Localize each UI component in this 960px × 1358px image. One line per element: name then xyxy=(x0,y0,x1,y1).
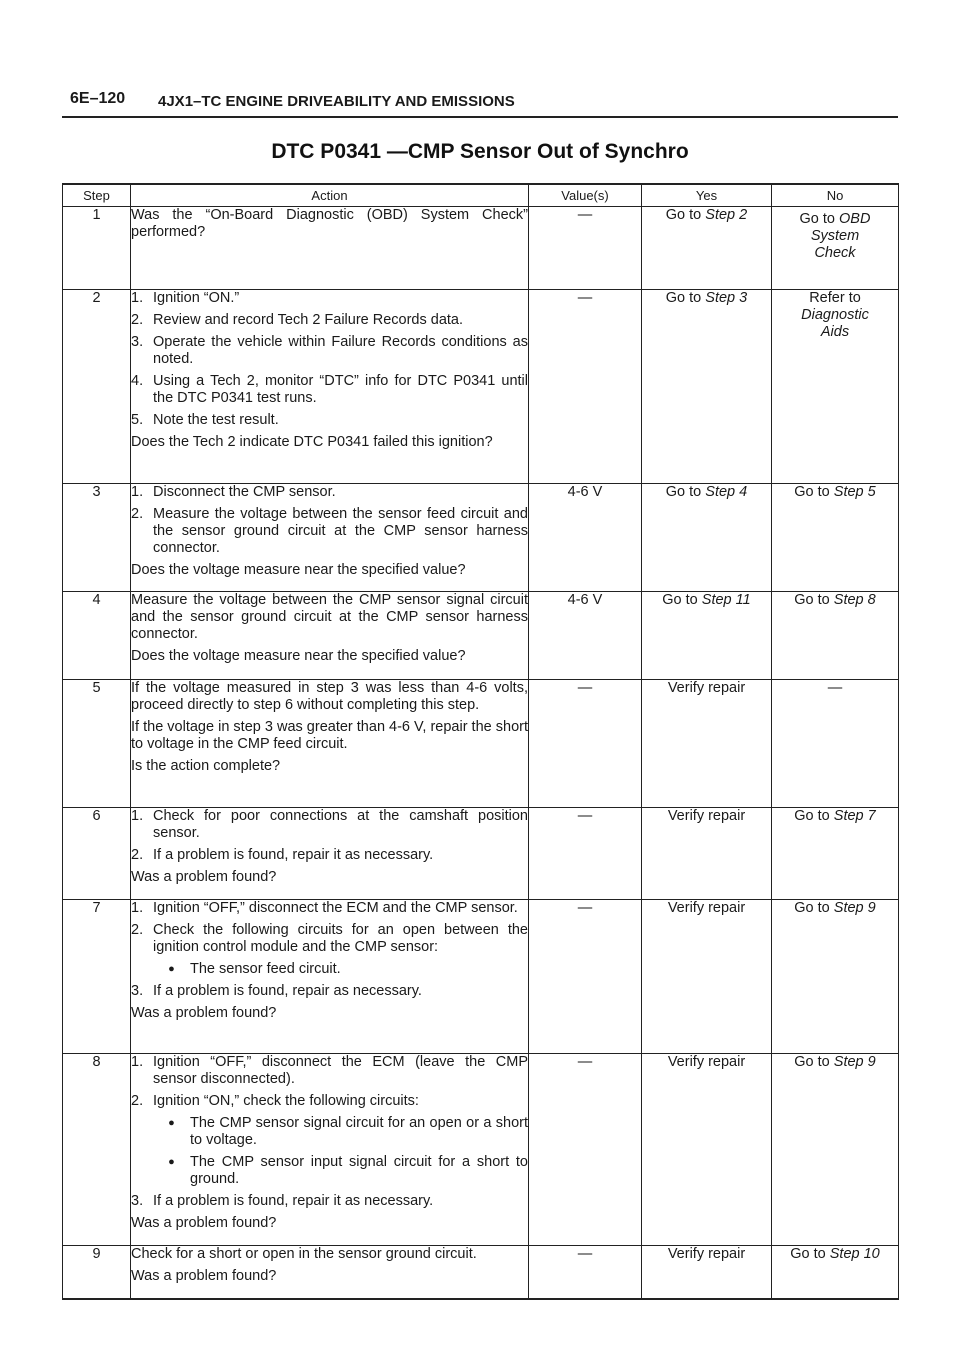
action-text: Check for a short or open in the sensor ground circuit. xyxy=(131,1245,477,1262)
yes-target: Step 11 xyxy=(701,591,751,608)
no-target: Step 10 xyxy=(829,1245,880,1262)
no-cell xyxy=(772,591,899,679)
no-cell xyxy=(772,206,899,289)
action-text: Measure the voltage between the CMP sensor signal circuit and the sensor ground circuit at the CMP sensor harness connector. xyxy=(131,591,528,642)
step-number: 1 xyxy=(63,206,131,289)
no-prefix: Go to xyxy=(799,210,840,227)
value-cell: 4-6 V xyxy=(529,483,642,591)
yes-cell: Verify repair xyxy=(642,1053,772,1245)
numbered-item: 1. Disconnect the CMP sensor. xyxy=(131,483,336,500)
action-question: Was a problem found? xyxy=(131,1267,277,1284)
yes-cell: Verify repair xyxy=(642,1245,772,1299)
no-prefix: Go to xyxy=(794,899,834,916)
action-question: Does the Tech 2 indicate DTC P0341 failed this ignition? xyxy=(131,433,493,450)
yes-prefix: Go to xyxy=(665,483,706,500)
no-target: Aids xyxy=(820,323,850,340)
action-question: Was a problem found? xyxy=(131,1214,277,1231)
yes-cell xyxy=(642,289,772,483)
step-number: 8 xyxy=(63,1053,131,1245)
step-number: 7 xyxy=(63,899,131,1053)
table-row xyxy=(63,483,899,591)
action-cell xyxy=(131,679,529,807)
diagnostic-table xyxy=(62,183,899,1300)
value-cell: — xyxy=(529,206,642,289)
numbered-item: 3. If a problem is found, repair it as necessary. xyxy=(131,1192,434,1209)
no-prefix: Go to xyxy=(794,591,834,608)
column-header-no: No xyxy=(772,184,899,206)
no-prefix: Go to xyxy=(794,483,834,500)
numbered-item: 2. If a problem is found, repair it as necessary. xyxy=(131,846,434,863)
column-header-step: Step xyxy=(63,184,131,206)
value-cell: — xyxy=(529,289,642,483)
action-cell xyxy=(131,483,529,591)
no-target: Diagnostic xyxy=(801,306,869,323)
numbered-item: 1. Ignition “OFF,” disconnect the ECM (leave the CMP sensor disconnected). xyxy=(131,1053,528,1087)
yes-cell: Verify repair xyxy=(642,679,772,807)
bullet-icon: ● xyxy=(168,1116,175,1129)
step-number: 9 xyxy=(63,1245,131,1299)
no-target: Step 5 xyxy=(833,483,876,500)
no-text: Refer to xyxy=(809,289,861,306)
bullet-item: ● The CMP sensor input signal circuit for a short to ground. xyxy=(153,1154,528,1188)
table-row xyxy=(63,807,899,899)
action-cell xyxy=(131,289,529,483)
step-number: 2 xyxy=(63,289,131,483)
no-target: Step 9 xyxy=(833,1053,876,1070)
action-text: Was the “On-Board Diagnostic (OBD) System Check” performed? xyxy=(131,206,528,240)
bullet-item: ● The sensor feed circuit. xyxy=(153,961,528,978)
no-target: Step 8 xyxy=(833,591,876,608)
value-cell: — xyxy=(529,1245,642,1299)
column-header-action: Action xyxy=(131,184,529,206)
action-text: If the voltage measured in step 3 was less than 4-6 volts, proceed directly to step 6 without completing this step. xyxy=(131,679,528,713)
numbered-item: 2. Review and record Tech 2 Failure Records data. xyxy=(131,311,464,328)
column-header-yes: Yes xyxy=(642,184,772,206)
table-row xyxy=(63,1053,899,1245)
table-row xyxy=(63,289,899,483)
value-cell: — xyxy=(529,807,642,899)
table-row xyxy=(63,591,899,679)
column-header-values: Value(s) xyxy=(529,184,642,206)
no-cell xyxy=(772,807,899,899)
page-title: DTC P0341 —CMP Sensor Out of Synchro xyxy=(271,140,689,163)
page-number: 6E–120 xyxy=(70,90,126,107)
action-question: Was a problem found? xyxy=(131,868,277,885)
yes-cell xyxy=(642,206,772,289)
action-question: Does the voltage measure near the specified value? xyxy=(131,647,466,664)
no-target: Step 9 xyxy=(833,899,876,916)
action-text: If the voltage in step 3 was greater than 4-6 V, repair the short to voltage in the CMP feed circuit. xyxy=(131,718,528,752)
no-cell xyxy=(772,899,899,1053)
yes-cell xyxy=(642,483,772,591)
running-head: 4JX1–TC ENGINE DRIVEABILITY AND EMISSIONS xyxy=(158,93,515,110)
value-cell: 4-6 V xyxy=(529,591,642,679)
action-question: Was a problem found? xyxy=(131,1004,277,1021)
no-target: Step 7 xyxy=(833,807,876,824)
no-prefix: Go to xyxy=(790,1245,830,1262)
numbered-item: 1. Check for poor connections at the camshaft position sensor. xyxy=(131,807,528,841)
yes-target: Step 2 xyxy=(705,206,748,223)
no-target: Check xyxy=(814,244,856,261)
numbered-item: 1. Ignition “OFF,” disconnect the ECM and the CMP sensor. xyxy=(131,899,518,916)
numbered-item: 1. Ignition “ON.” xyxy=(131,289,240,306)
yes-cell: Verify repair xyxy=(642,899,772,1053)
action-cell xyxy=(131,591,529,679)
no-target: OBD xyxy=(839,210,871,227)
no-cell xyxy=(772,1053,899,1245)
bullet-icon: ● xyxy=(168,962,175,975)
header-rule xyxy=(62,116,898,118)
numbered-item: 2. Ignition “ON,” check the following circuits: xyxy=(131,1092,419,1109)
bullet-item: ● The CMP sensor signal circuit for an open or a short to voltage. xyxy=(153,1115,528,1149)
numbered-item: 3. Operate the vehicle within Failure Records conditions as noted. xyxy=(131,333,528,367)
yes-cell: Verify repair xyxy=(642,807,772,899)
action-cell xyxy=(131,899,529,1053)
yes-target: Step 3 xyxy=(705,289,748,306)
action-cell xyxy=(131,807,529,899)
table-row xyxy=(63,899,899,1053)
value-cell: — xyxy=(529,1053,642,1245)
table-row xyxy=(63,679,899,807)
yes-target: Step 4 xyxy=(705,483,748,500)
no-prefix: Go to xyxy=(794,807,834,824)
no-cell xyxy=(772,483,899,591)
table-row xyxy=(63,206,899,289)
table-header-row xyxy=(63,184,899,206)
action-question: Does the voltage measure near the specified value? xyxy=(131,561,466,578)
yes-prefix: Go to xyxy=(665,206,706,223)
numbered-item: 2. Measure the voltage between the sensor feed circuit and the sensor ground circuit at the CMP sensor harness connector. xyxy=(131,505,528,556)
no-prefix: Go to xyxy=(794,1053,834,1070)
numbered-item: 5. Note the test result. xyxy=(131,411,279,428)
no-cell xyxy=(772,1245,899,1299)
yes-prefix: Go to xyxy=(662,591,702,608)
step-number: 3 xyxy=(63,483,131,591)
value-cell: — xyxy=(529,679,642,807)
yes-prefix: Go to xyxy=(665,289,706,306)
yes-cell xyxy=(642,591,772,679)
bullet-icon: ● xyxy=(168,1155,175,1168)
numbered-item: 2. Check the following circuits for an open between the ignition control module and the CMP sensor: xyxy=(131,921,528,955)
step-number: 4 xyxy=(63,591,131,679)
action-question: Is the action complete? xyxy=(131,757,281,774)
numbered-item: 3. If a problem is found, repair as necessary. xyxy=(131,982,422,999)
value-cell: — xyxy=(529,899,642,1053)
step-number: 5 xyxy=(63,679,131,807)
action-cell xyxy=(131,1245,529,1299)
no-target: System xyxy=(810,227,860,244)
action-cell xyxy=(131,1053,529,1245)
step-number: 6 xyxy=(63,807,131,899)
numbered-item: 4. Using a Tech 2, monitor “DTC” info for DTC P0341 until the DTC P0341 test runs. xyxy=(131,372,528,406)
no-cell: — xyxy=(772,679,899,807)
no-cell xyxy=(772,289,899,483)
action-cell xyxy=(131,206,529,289)
table-row xyxy=(63,1245,899,1299)
